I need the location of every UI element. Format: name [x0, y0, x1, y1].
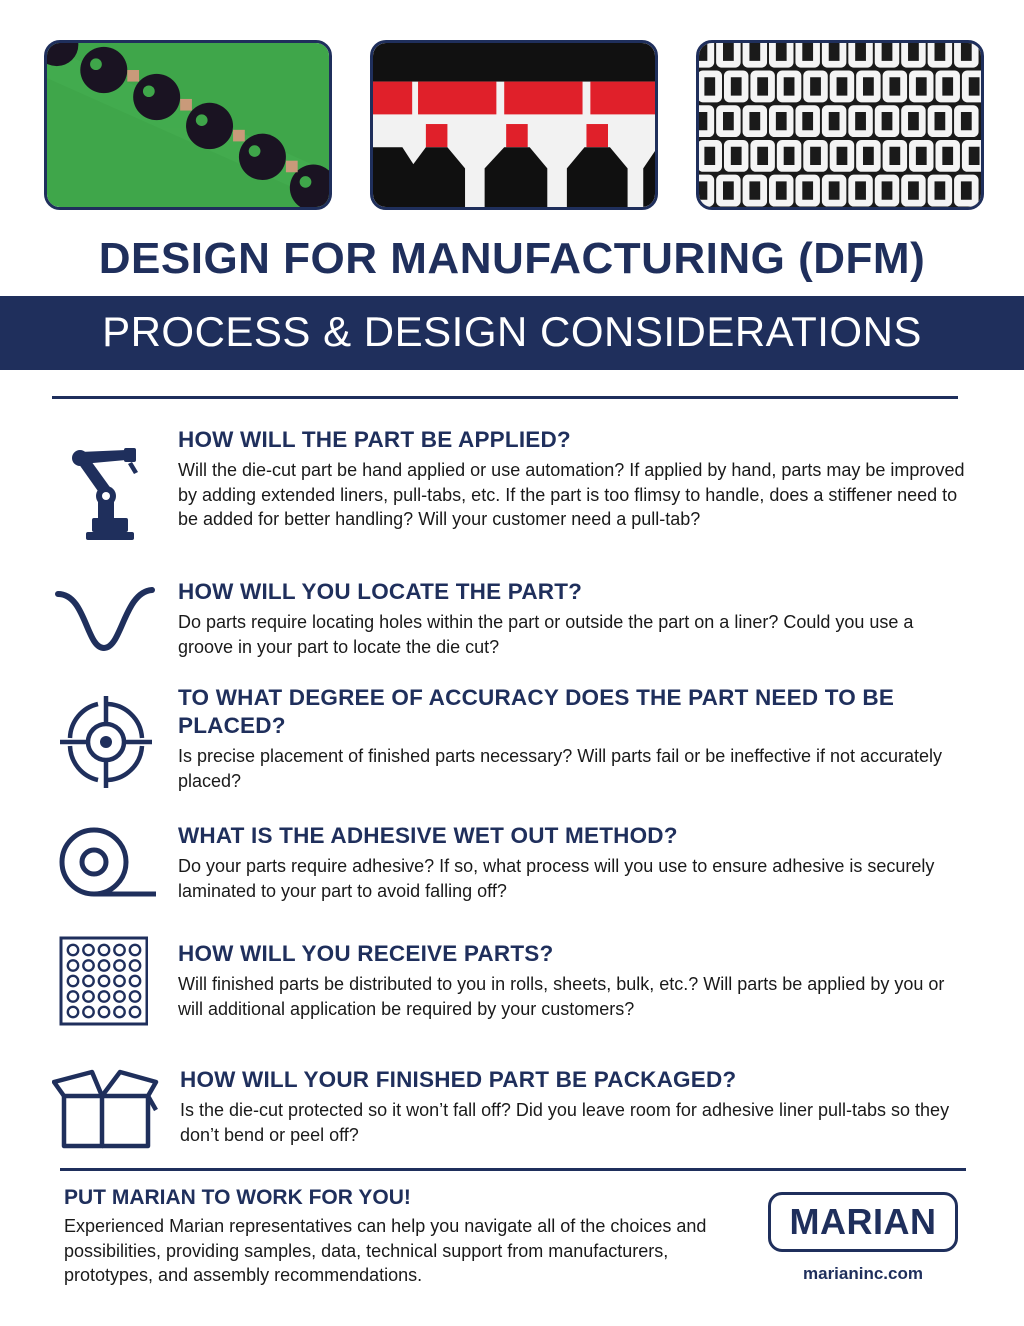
- target-crosshair-icon: [52, 692, 160, 792]
- open-box-icon: [52, 1066, 160, 1166]
- divider-bottom: [60, 1168, 966, 1171]
- section-title: HOW WILL YOU RECEIVE PARTS?: [178, 941, 554, 966]
- section-body: Will finished parts be distributed to you in rolls, sheets, bulk, etc.? Will parts be applied by you or will additional application be required by your customers?: [178, 974, 945, 1019]
- section-title: WHAT IS THE ADHESIVE WET OUT METHOD?: [178, 823, 678, 848]
- section-title: TO WHAT DEGREE OF ACCURACY DOES THE PART NEED TO BE PLACED?: [178, 685, 895, 738]
- section-body: Do your parts require adhesive? If so, what process will you use to ensure adhesive is securely laminated to your part to avoid falling off?: [178, 856, 935, 901]
- section-title: HOW WILL YOU LOCATE THE PART?: [178, 579, 583, 604]
- footer-body: Experienced Marian representatives can help you navigate all of the choices and possibilities, providing samples, data, technical support from manufacturers, prototypes, and assembly recommendations.: [64, 1216, 707, 1285]
- website-link[interactable]: marianinc.com: [803, 1264, 923, 1283]
- wave-icon: [52, 578, 160, 678]
- photo-white-frame-die-cut-parts: [696, 40, 984, 210]
- marian-logo: [768, 1192, 958, 1252]
- section-body: Is precise placement of finished parts necessary? Will parts fail or be ineffective if not accurately placed?: [178, 746, 943, 791]
- section-body: Will the die-cut part be hand applied or use automation? If applied by hand, parts may be improved by adding extended liners, pull-tabs, etc. If the part is too flimsy to handle, does a stiffener need to be added for better handling? Will your customer need a pull-tab?: [178, 460, 965, 529]
- section-title: HOW WILL YOUR FINISHED PART BE PACKAGED?: [180, 1067, 737, 1092]
- section-body: Is the die-cut protected so it won’t fall off? Did you leave room for adhesive liner pull-tabs so they don’t bend or peel off?: [180, 1100, 950, 1145]
- section-title: HOW WILL THE PART BE APPLIED?: [178, 427, 571, 452]
- photo-black-die-cut-parts-on-green-liner: [44, 40, 332, 210]
- section-body: Do parts require locating holes within the part or outside the part on a liner? Could you use a groove in your part to locate the die cut?: [178, 612, 914, 657]
- footer-title: PUT MARIAN TO WORK FOR YOU!: [64, 1186, 411, 1209]
- banner-subtitle: PROCESS & DESIGN CONSIDERATIONS: [102, 308, 922, 355]
- divider-top: [52, 396, 958, 399]
- robot-arm-icon: [52, 446, 160, 546]
- page-title: DESIGN FOR MANUFACTURING (DFM): [98, 234, 926, 283]
- banner: [0, 296, 1024, 370]
- photo-red-black-die-cut-parts: [370, 40, 658, 210]
- logo-text: MARIAN: [789, 1201, 937, 1242]
- tape-roll-icon: [52, 822, 160, 922]
- photo-strip: [44, 40, 984, 210]
- parts-sheet-icon: [52, 936, 148, 1028]
